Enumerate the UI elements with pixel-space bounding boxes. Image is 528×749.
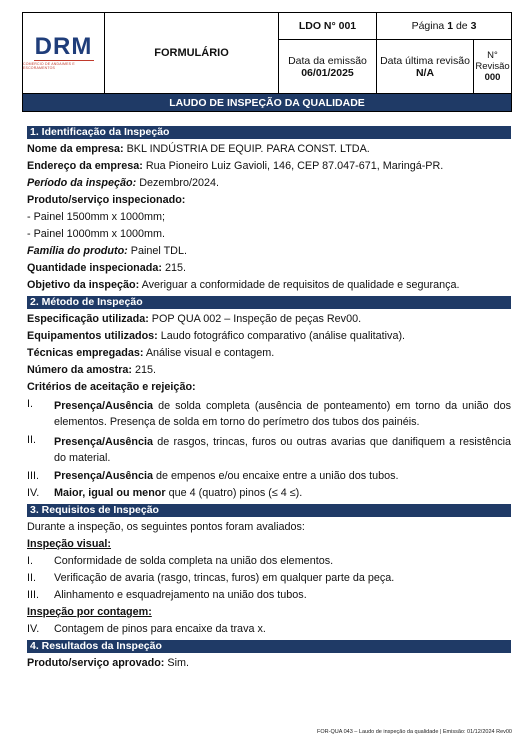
logo-tagline: COMERCIO DE ANDAIMES E ESCORAMENTOS — [23, 62, 75, 70]
revision-number-value: 000 — [484, 72, 501, 83]
page-indicator — [377, 13, 511, 39]
criteria-label-line — [27, 381, 511, 394]
quantity-line — [27, 262, 511, 275]
section-3-title: 3. Requisitos de Inspeção — [27, 504, 511, 517]
criteria-num: III. — [27, 470, 39, 482]
criteria-item — [27, 434, 511, 466]
period-line — [27, 177, 511, 190]
document-header — [22, 12, 512, 112]
visual-item-num: I. — [27, 555, 33, 567]
visual-inspection-label-line — [27, 538, 511, 551]
family-label: Família do produto: — [27, 245, 128, 257]
visual-item — [27, 572, 511, 585]
approved-value: Sim. — [164, 657, 189, 669]
period-value: Dezembro/2024. — [136, 177, 220, 189]
count-item-num: IV. — [27, 623, 40, 635]
equip-label: Equipamentos utilizados: — [27, 330, 158, 342]
visual-inspection-label: Inspeção visual: — [27, 538, 112, 550]
emission-date: 06/01/2025 — [301, 66, 354, 79]
quantity-value: 215. — [161, 262, 186, 274]
sample-line — [27, 364, 511, 377]
criteria-text: Presença/Ausência de solda completa (ausência de ponteamento) em torno da união dos elementos. Presença de solda em torno do perímetro dos tubos dos painéis. — [54, 400, 511, 428]
address-line — [27, 160, 511, 173]
criteria-text: Presença/Ausência de empenos e/ou encaixe entre a união dos tubos. — [54, 470, 399, 482]
family-value: Painel TDL. — [127, 245, 187, 257]
section-2-title: 2. Método de Inspeção — [27, 296, 511, 309]
approved-label: Produto/serviço aprovado: — [27, 657, 165, 669]
count-item — [27, 623, 511, 636]
sample-label: Número da amostra: — [27, 364, 132, 376]
last-revision-label: Data última revisão — [380, 54, 470, 67]
visual-item — [27, 555, 511, 568]
header-info-grid — [279, 13, 511, 93]
objective-label: Objetivo da inspeção: — [27, 279, 140, 291]
product-label: Produto/serviço inspecionado: — [27, 194, 186, 206]
tech-value: Análise visual e contagem. — [143, 347, 275, 359]
emission-label: Data da emissão — [288, 54, 367, 67]
criteria-text: Presença/Ausência de rasgos, trincas, furos ou outras avarias que danifiquem a resistência do material. — [54, 436, 511, 464]
visual-item-text: Conformidade de solda completa na união dos elementos. — [54, 555, 334, 567]
company-line — [27, 143, 511, 156]
logo-text: DRM — [34, 33, 93, 60]
requirements-intro: Durante a inspeção, os seguintes pontos foram avaliados: — [27, 521, 305, 533]
criteria-text: Maior, igual ou menor que 4 (quatro) pinos (≤ 4 ≤). — [54, 487, 303, 499]
objective-value: Averiguar a conformidade de requisitos de qualidade e segurança. — [139, 279, 460, 291]
document-body — [27, 126, 511, 674]
equip-value: Laudo fotográfico comparativo (análise qualitativa). — [157, 330, 406, 342]
tech-line — [27, 347, 511, 360]
visual-item — [27, 589, 511, 602]
company-logo — [23, 13, 105, 93]
criteria-item — [27, 470, 511, 483]
page-current: 1 — [447, 20, 454, 32]
address-value: Rua Pioneiro Luiz Gavioli, 146, CEP 87.047-671, Maringá-PR. — [142, 160, 444, 172]
criteria-num: IV. — [27, 487, 40, 499]
visual-item-text: Verificação de avaria (rasgo, trincas, furos) em qualquer parte da peça. — [54, 572, 395, 584]
criteria-num: I. — [27, 398, 33, 410]
header-info-top — [279, 13, 511, 40]
criteria-num: II. — [27, 434, 36, 446]
doc-number: LDO N° 001 — [279, 13, 377, 39]
count-item-text: Contagem de pinos para encaixe da trava x. — [54, 623, 266, 635]
company-label: Nome da empresa: — [27, 143, 124, 155]
report-title: LAUDO DE INSPEÇÃO DA QUALIDADE — [23, 93, 511, 111]
family-line — [27, 245, 511, 258]
page-total: 3 — [470, 20, 477, 32]
equip-line — [27, 330, 511, 343]
approved-line — [27, 657, 511, 670]
visual-item-num: III. — [27, 589, 39, 601]
criteria-item — [27, 398, 511, 430]
page-footer: FOR-QUA 043 – Laudo de inspeção da qualidade | Emissão: 01/12/2024 Rev00 — [317, 729, 512, 735]
product-item: - Painel 1000mm x 1000mm. — [27, 228, 166, 240]
visual-item-num: II. — [27, 572, 36, 584]
page-sep: de — [455, 20, 468, 32]
page-prefix: Página — [411, 20, 445, 32]
form-label: FORMULÁRIO — [105, 13, 279, 93]
criteria-label: Critérios de aceitação e rejeição: — [27, 381, 196, 393]
logo-underline — [34, 60, 94, 61]
section-4-title: 4. Resultados da Inspeção — [27, 640, 511, 653]
section-1-title: 1. Identificação da Inspeção — [27, 126, 511, 139]
objective-line — [27, 279, 511, 292]
product-item: - Painel 1500mm x 1000mm; — [27, 211, 166, 223]
emission-cell — [279, 40, 377, 93]
header-row — [23, 13, 511, 93]
quantity-label: Quantidade inspecionada: — [27, 262, 162, 274]
last-revision-value: N/A — [415, 66, 435, 79]
spec-value: POP QUA 002 – Inspeção de peças Rev00. — [148, 313, 362, 325]
visual-item-text: Alinhamento e esquadrejamento na união dos tubos. — [54, 589, 307, 601]
count-inspection-label: Inspeção por contagem: — [27, 606, 152, 618]
header-info-bottom — [279, 40, 511, 93]
tech-label: Técnicas empregadas: — [27, 347, 144, 359]
product-label-line — [27, 194, 511, 207]
last-revision-cell — [377, 40, 474, 93]
sample-value: 215. — [132, 364, 157, 376]
address-label: Endereço da empresa: — [27, 160, 143, 172]
period-label: Período da inspeção: — [27, 177, 137, 189]
revision-number-label: N° Revisão — [475, 50, 510, 72]
spec-label: Especificação utilizada: — [27, 313, 149, 325]
company-value: BKL INDÚSTRIA DE EQUIP. PARA CONST. LTDA. — [123, 143, 370, 155]
criteria-item — [27, 487, 511, 500]
spec-line — [27, 313, 511, 326]
revision-number-cell — [474, 40, 511, 93]
count-inspection-label-line — [27, 606, 511, 619]
